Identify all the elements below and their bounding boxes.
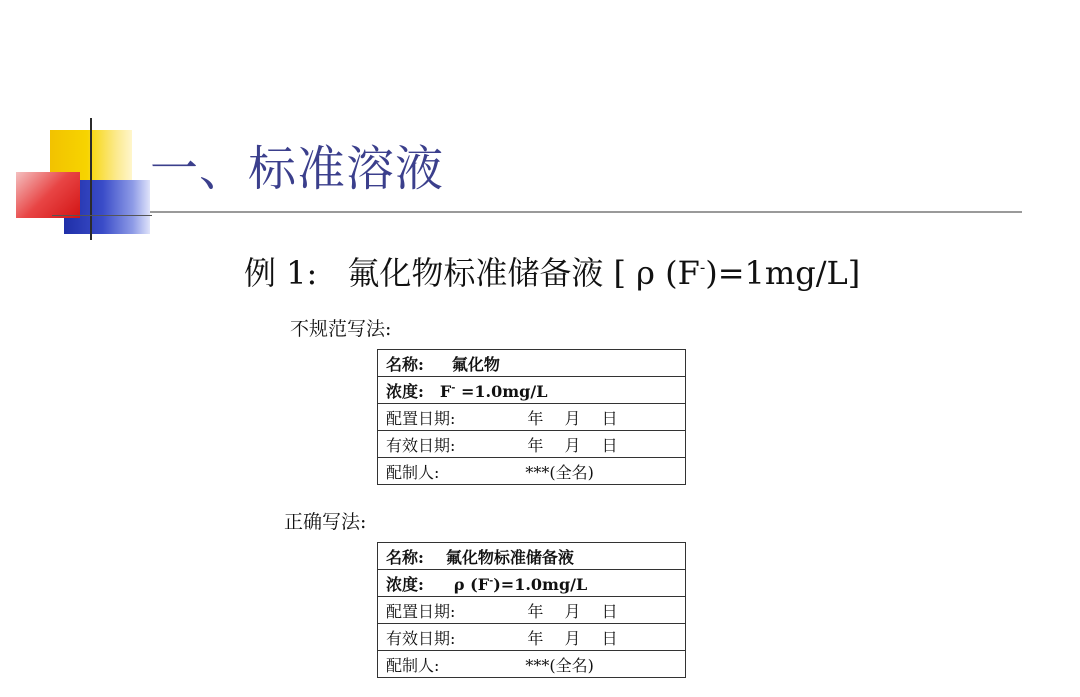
title-underline bbox=[150, 211, 1022, 213]
prep-date-key: 配置日期: bbox=[386, 601, 456, 621]
table-row bbox=[378, 597, 686, 624]
expiry-date-key: 有效日期: bbox=[386, 628, 456, 648]
decorative-vertical-line bbox=[90, 118, 92, 240]
correct-label-table bbox=[377, 542, 686, 678]
table-row bbox=[378, 431, 686, 458]
name-value: 氟化物 bbox=[451, 354, 500, 374]
wrong-format-label: 不规范写法: bbox=[290, 318, 392, 340]
correct-format-label: 正确写法: bbox=[284, 511, 367, 533]
table-row bbox=[378, 458, 686, 485]
name-value: 氟化物标准储备液 bbox=[445, 547, 574, 567]
maker-value: ***(全名) bbox=[525, 655, 594, 675]
table-row bbox=[378, 543, 686, 570]
concentration-key: 浓度: bbox=[386, 574, 424, 594]
table-row bbox=[378, 377, 686, 404]
table-row bbox=[378, 651, 686, 678]
expiry-date-key: 有效日期: bbox=[386, 435, 456, 455]
maker-key: 配制人: bbox=[386, 462, 440, 482]
decorative-short-line bbox=[52, 215, 152, 216]
table-row bbox=[378, 350, 686, 377]
table-row bbox=[378, 570, 686, 597]
concentration-value: F- =1.0mg/L bbox=[439, 381, 548, 401]
expiry-date-value: 年 月 日 bbox=[527, 435, 618, 455]
name-key: 名称: bbox=[386, 354, 424, 374]
slide-title: 一、标准溶液 bbox=[150, 141, 445, 197]
example-prefix: 例 1: bbox=[244, 254, 318, 292]
concentration-value: ρ (F-)=1.0mg/L bbox=[453, 574, 588, 594]
maker-key: 配制人: bbox=[386, 655, 440, 675]
example-heading bbox=[244, 248, 860, 294]
wrong-label-table bbox=[377, 349, 686, 485]
concentration-key: 浓度: bbox=[386, 381, 424, 401]
name-key: 名称: bbox=[386, 547, 424, 567]
maker-value: ***(全名) bbox=[525, 462, 594, 482]
prep-date-value: 年 月 日 bbox=[527, 408, 618, 428]
example-formula: [ ρ (F-)=1mg/L] bbox=[613, 254, 861, 292]
prep-date-key: 配置日期: bbox=[386, 408, 456, 428]
prep-date-value: 年 月 日 bbox=[527, 601, 618, 621]
expiry-date-value: 年 月 日 bbox=[527, 628, 618, 648]
table-row bbox=[378, 624, 686, 651]
example-name: 氟化物标准储备液 bbox=[347, 254, 604, 292]
table-row bbox=[378, 404, 686, 431]
decorative-red-square bbox=[16, 172, 80, 218]
